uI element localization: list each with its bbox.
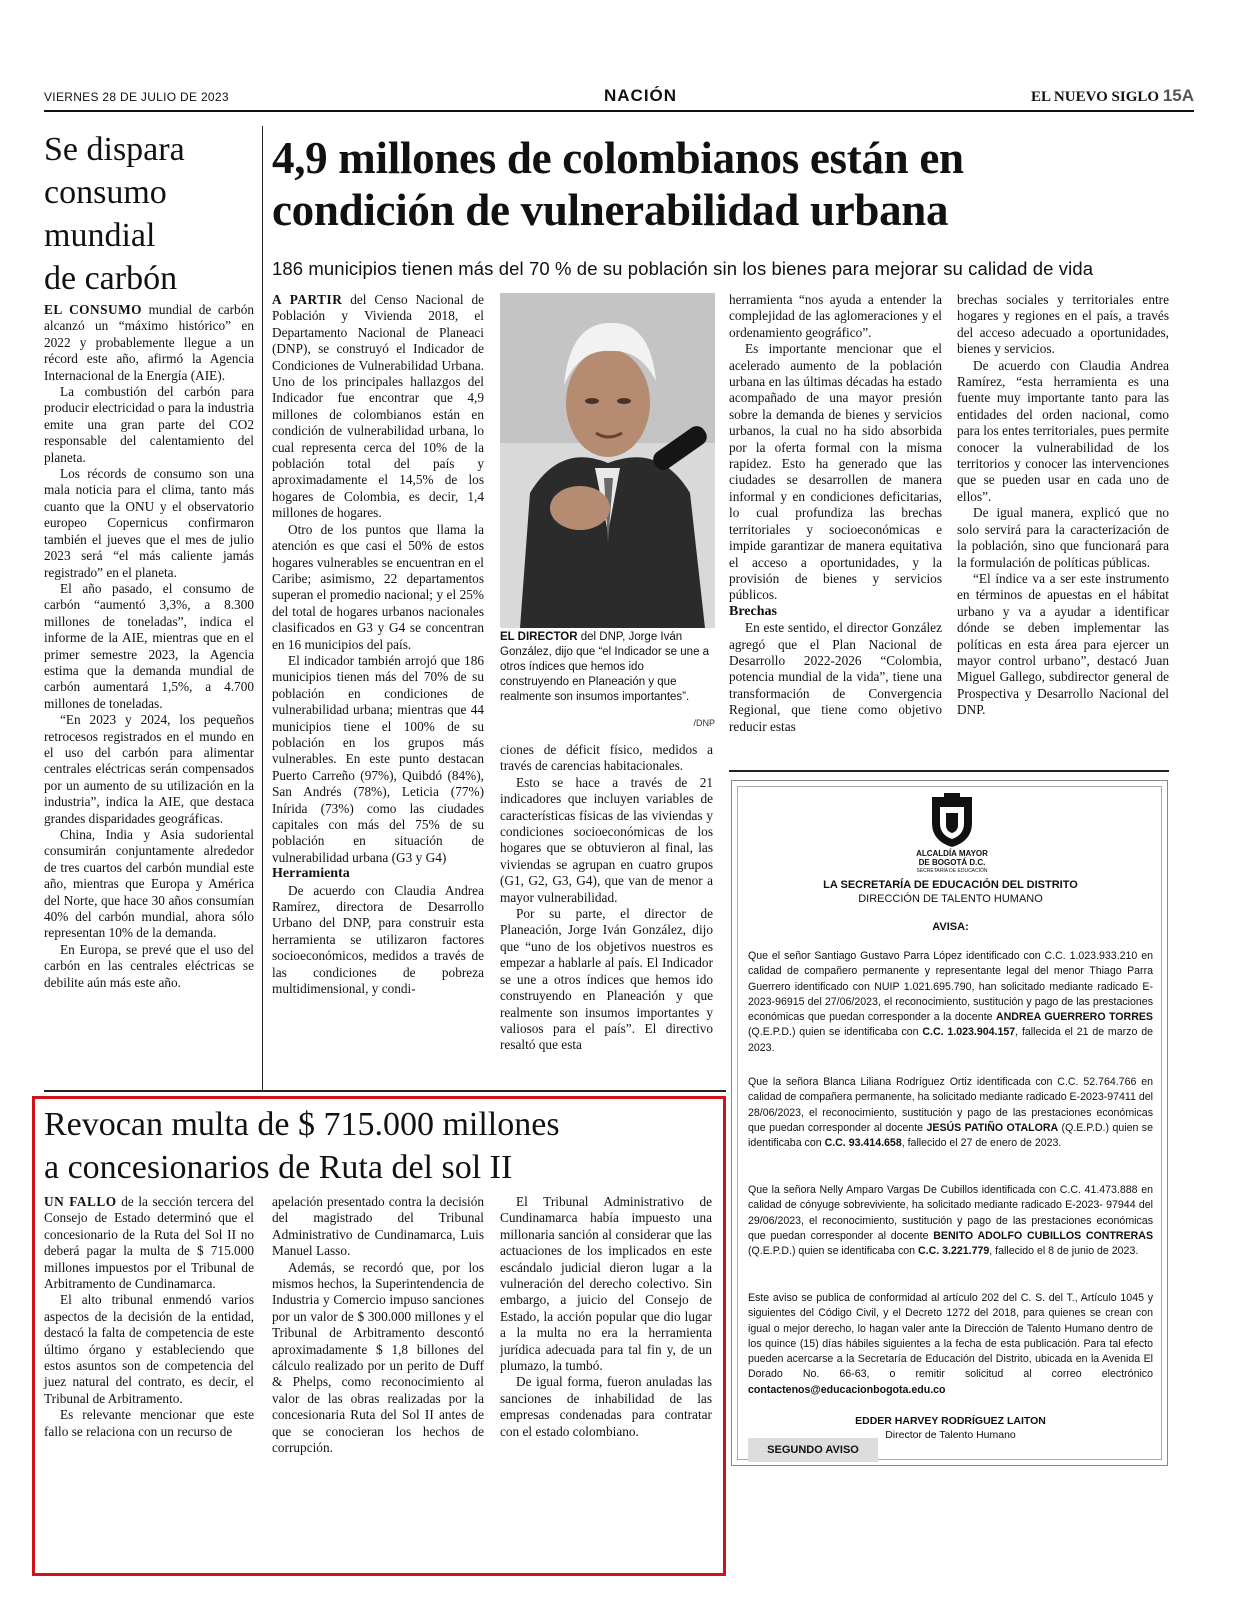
header-brand <box>1031 86 1194 106</box>
subheading: Brechas <box>729 603 777 619</box>
paragraph: La combustión del carbón para producir electricidad o para la industria emite una gran parte del CO2 responsable del calentamiento del planeta. <box>44 384 254 465</box>
bogota-coat-of-arms-icon <box>922 791 982 851</box>
paragraph: apelación presentado contra la decisión del magistrado del Tribunal Administrativo de Cundinamarca, Luis Manuel Lasso. <box>272 1194 484 1259</box>
legal-notice <box>731 780 1168 1466</box>
ruta-article-title <box>44 1103 724 1189</box>
article-photo <box>500 293 715 628</box>
title-line: condición de vulnerabilidad urbana <box>272 185 949 235</box>
brand-name: EL NUEVO SIGLO <box>1030 89 1160 105</box>
subheading: Herramienta <box>272 866 350 882</box>
paragraph: En Europa, se prevé que el uso del carbón en las centrales eléctricas se debilite aún más este año. <box>44 941 254 990</box>
main-article-title <box>272 132 1192 236</box>
ruta-article-col3 <box>500 1194 712 1440</box>
notice-id: C.C. 93.414.658 <box>824 1137 902 1150</box>
paragraph: El alto tribunal enmendó varios aspectos de la decisión de la entidad, destacó la falta de competencia de este último órgano y estableciendo que estos asuntos son de competencia del juez natural del contrato, es decir, el Tribunal de Arbitramento. <box>44 1292 254 1406</box>
notice-name: ANDREA GUERRERO TORRES <box>995 1011 1153 1024</box>
section-divider <box>729 770 1169 772</box>
paragraph <box>44 1194 254 1292</box>
paragraph: En este sentido, el director González agregó que el Plan Nacional de Desarrollo 2022-2026 “Colombia, potencia mundial de la vida”, tiene una transformación de Convergencia Regional, que tiene como objetivo reducir estas <box>729 620 942 734</box>
title-line: de carbón <box>44 260 178 297</box>
notice-text: Que la señora Nelly Amparo Vargas De Cubillos identificada con C.C. 41.473.888 en calidad de cónyuge sobreviviente, ha solicitado mediante radicado E-2023- 97944 del 29/06/2023, el reconocimiento, sustitución y pago de las prestaciones económicas que puedan corresponder al docente <box>748 1184 1153 1242</box>
paragraph: Esto se hace a través de 21 indicadores que incluyen variables de características físicas de las viviendas y condiciones socioeconómicas de los hogares que se obtuvieron al final, las viviendas se agrupan en cuatro grupos (G1, G2, G3, G4), que van de menor a mayor vulnerabilidad. <box>500 774 713 905</box>
notice-paragraph <box>748 1183 1153 1259</box>
main-article-col2 <box>500 742 713 1054</box>
notice-text: , fallecido el 8 de junio de 2023. <box>989 1245 1139 1258</box>
notice-dept: DIRECCIÓN DE TALENTO HUMANO <box>858 893 1043 905</box>
paragraph: El año pasado, el consumo de carbón “aumentó 3,3%, a 8.300 millones de toneladas”, indica el informe de la AIE, mientras que en el primer semestre 2023, la Agencia estima que la demanda mundial de carbón aumentará 1,5%, a 4.700 millones de toneladas. <box>44 580 254 711</box>
logo-line: ALCALDÍA MAYOR <box>916 849 988 858</box>
lead-cap: EL CONSUMO <box>44 302 143 317</box>
paragraph: brechas sociales y territoriales entre hogares y regiones en el país, a través del acceso adecuado a oportunidades, bienes y servicios. <box>957 292 1169 357</box>
photo-caption <box>500 630 715 705</box>
notice-paragraph <box>748 949 1153 1056</box>
notice-email: contactenos@educacionbogota.edu.co <box>748 1383 946 1396</box>
paragraph: Además, se recordó que, por los mismos hechos, la Superintendencia de Industria y Comercio impuso sanciones por un valor de $ 300.000 millones y el Tribunal de Arbitramento descontó aproximadamente $ 1,8 billones del cálculo realizado por un perito de Duff & Phelps, como reconocimiento al valor de las obras realizadas por la concesionaria Ruta del Sol II antes de que se conocieran los hechos de corrupción. <box>272 1259 484 1456</box>
paragraph: “En 2023 y 2024, los pequeños retrocesos registrados en el mundo en el uso del carbón para alimentar centrales eléctricas serán compensados por un aumento de su utilización en la industria”, indica la AIE, que destaca grandes disparidades geográficas. <box>44 712 254 826</box>
notice-text: , fallecida el 21 de marzo de 2023. <box>748 1026 1153 1054</box>
paragraph: herramienta “nos ayuda a entender la complejidad de las aglomeraciones y el ordenamiento geográfico”. <box>729 292 942 340</box>
paragraph: De acuerdo con Claudia Andrea Ramírez, directora de Desarrollo Urbano del DNP, para construir esta herramienta se utilizaron factores socioeconómicos, medidos a través de las condiciones de pobreza multidimensional, y condi- <box>272 882 484 997</box>
title-line: consumo <box>44 174 167 211</box>
paragraph: “El índice va a ser este instrumento en términos de apuestas en el hábitat urbano y va a ayudar a identificar dónde se deben implementar las políticas en esta área para ejercer un mayor control urbano”, destacó Juan Miguel Gallego, subdirector general de Prospectiva y Desarrollo Nacional del DNP. <box>957 570 1169 718</box>
paragraph: Por su parte, el director de Planeación, Jorge Iván González, dijo que “uno de los objetivos nuestros es empezar a hablarle al país. El Indicador se une a otros índices que hemos ido construyendo en Planeación y que realmente son insumos importantes y valiosos para el país”. El directivo resaltó que esta <box>500 906 713 1053</box>
paragraph: De igual manera, explicó que no solo servirá para la caracterización de la población, sino que funcionará para la formulación de políticas públicas. <box>957 505 1169 570</box>
paragraph: El Tribunal Administrativo de Cundinamarca había impuesto una millonaria sanción al considerar que las actuaciones de los implicados en este escándalo judicial dieron lugar a la vulneración del derecho colectivo. Sin embargo, a juicio del Consejo de Estado, la acción popular que dio lugar a la multa no era la herramienta jurídica adecuada para tal fin y, de un plumazo, la tumbó. <box>500 1194 712 1374</box>
paragraph-text: del Censo Nacional de Población y Vivienda 2018, el Departamento Nacional de Planeaci (DNP), se construyó el Indicador de Condiciones de Vulnerabilidad Urbana. Uno de los principales hallazgos del Indicador fue encontrar que 4,9 millones de colombianos están en condición de vulnerabilidad urbana, lo cual representa cerca del 10% de la población total del país y aproximadamente el 14,5% de los hogares de Colombia, es decir, 1,4 millones de hogares. <box>272 292 485 521</box>
paragraph: Los récords de consumo son una mala noticia para el clima, tanto más cuanto que la ONU y el observatorio europeo Copernicus confirmaron también el jueves que el mes de julio 2023 será “el más caliente jamás registrado” en el planeta. <box>44 466 254 580</box>
notice-text: Que el señor Santiago Gustavo Parra López identificado con C.C. 1.023.933.210 en calidad de compañero permanente y representante legal del menor Thiago Parra Guerrero identificado con NUIP 1.021.695.790, han solicitado mediante radicado E-2023-96915 del 27/06/2023, el reconocimiento, sustitución y pago de las prestaciones económicas que puedan corresponder a la docente <box>748 950 1153 1024</box>
page-number: 15A <box>1162 86 1194 105</box>
paragraph-text: de la sección tercera del Consejo de Estado determinó que el concesionario de la Ruta del Sol II no deberá pagar la multa de $ 715.000 millones impuestos por el Tribunal de Arbitramento de Cundinamarca. <box>44 1194 254 1292</box>
notice-text: Que la señora Blanca Liliana Rodríguez Ortiz identificada con C.C. 52.764.766 en calidad de compañera permanente, ha solicitado mediante radicado E-2023-97411 del 28/06/2023, el reconocimiento, sustitución y pago de las prestaciones económicas que puedan corresponder al docente <box>748 1076 1153 1134</box>
paragraph: El indicador también arrojó que 186 municipios tienen más del 70% de su población en condiciones de vulnerabilidad urbana; mientras que 44 municipios tiene el 100% de su población en los grupos más vulnerables. En este punto destacan Puerto Carreño (97%), Quibdó (84%), San Andrés (78%), Leticia (77%) Inírida (73%) como las ciudades capitales con más del 75% de su población en situación de vulnerabilidad urbana (G3 y G4) <box>272 652 484 865</box>
caption-text: del DNP, Jorge Iván González, dijo que “el Indicador se une a otros índices que hemos ido construyendo en Planeación y que realmente son insumos importantes”. <box>500 631 710 703</box>
main-article-col1 <box>272 292 484 997</box>
title-line: 4,9 millones de colombianos están en <box>272 133 964 183</box>
side-article-title <box>44 128 259 300</box>
page-header <box>44 86 1194 112</box>
title-line: mundial <box>44 217 156 254</box>
main-article-deck: 186 municipios tienen más del 70 % de su población sin los bienes para mejorar su calidad de vida <box>272 258 1094 279</box>
notice-org: LA SECRETARÍA DE EDUCACIÓN DEL DISTRITO <box>823 879 1078 891</box>
notice-text: Este aviso se publica de conformidad al artículo 202 del C. S. del T., Artículo 1045 y siguientes del Código Civil, y el Decreto 1272 del 2018, para quienes se crean con igual o mejor derecho, lo hagan valer ante la Dirección de Talento Humano dentro de los quince (15) días hábiles siguientes a la fecha de esta publicación. Para tal efecto pueden acercarse a la Secretaría de Educación del Distrito, ubicada en la Avenida El Dorado No. 66-63, o remitir solicitud al correo electrónico <box>748 1292 1153 1381</box>
notice-paragraph <box>748 1291 1153 1398</box>
notice-text: (Q.E.P.D.) quien se identificaba con <box>748 1121 1153 1150</box>
photo-illustration <box>500 293 715 628</box>
logo-line: SECRETARÍA DE EDUCACIÓN <box>916 868 988 874</box>
ruta-article-col2 <box>272 1194 484 1457</box>
logo-text <box>872 849 1032 876</box>
notice-id: C.C. 1.023.904.157 <box>922 1026 1016 1039</box>
header-section: NACIÓN <box>604 86 678 105</box>
title-line: Revocan multa de $ 715.000 millones <box>44 1106 560 1143</box>
title-line: Se dispara <box>44 131 185 168</box>
photo-credit: /DNP <box>693 718 715 728</box>
paragraph: De igual forma, fueron anuladas las sanciones de inhabilidad de las empresas condenadas para contratar con el estado colombiano. <box>500 1374 712 1439</box>
logo-line: DE BOGOTÁ D.C. <box>918 858 986 867</box>
paragraph: De acuerdo con Claudia Andrea Ramírez, “esta herramienta es una fuente muy importante tanto para las entidades del orden nacional, como para los entes territoriales, pues permite conocer la vulnerabilidad de los territorios y conocer las intervenciones que se pueden usar en cada uno de ellos”. <box>957 357 1169 504</box>
paragraph <box>44 302 254 384</box>
ruta-article-col1 <box>44 1194 254 1440</box>
caption-cap: EL DIRECTOR <box>500 631 578 643</box>
section-divider <box>44 1090 726 1092</box>
column-divider <box>262 126 263 1090</box>
title-line: a concesionarios de Ruta del sol II <box>44 1149 513 1186</box>
paragraph: ciones de déficit físico, medidos a través de carencias habitacionales. <box>500 742 713 774</box>
paragraph: Es relevante mencionar que este fallo se relaciona con un recurso de <box>44 1407 254 1439</box>
paragraph-text: mundial de carbón alcanzó un “máximo histórico” en 2022 y probablemente llegue a un récord este año, afirmó la Agencia Internacional de la Energía (AIE). <box>44 302 254 383</box>
notice-avisa: AVISA: <box>932 921 969 933</box>
paragraph <box>272 292 484 522</box>
main-article-col3 <box>729 292 942 735</box>
notice-badge: SEGUNDO AVISO <box>748 1438 878 1462</box>
notice-signer-role: Director de Talento Humano <box>885 1429 1016 1441</box>
notice-text: , fallecido el 27 de enero de 2023. <box>901 1137 1062 1150</box>
lead-cap: UN FALLO <box>44 1194 117 1209</box>
paragraph: China, India y Asia sudoriental consumirán conjuntamente alrededor de tres cuartos del carbón mundial este año, mientras que Europa y América del Norte, que hace 30 años consumían 40% del carbón mundial, ahora sólo representan 10% de la demanda. <box>44 827 254 941</box>
notice-text: (Q.E.P.D.) quien se identificaba con <box>748 1026 923 1039</box>
notice-name: JESÚS PATIÑO OTALORA <box>926 1121 1059 1134</box>
header-date: VIERNES 28 DE JULIO DE 2023 <box>44 90 229 104</box>
notice-name: BENITO ADOLFO CUBILLOS CONTRERAS <box>933 1229 1154 1242</box>
lead-cap: A PARTIR <box>272 292 343 307</box>
notice-id: C.C. 3.221.779 <box>918 1245 990 1258</box>
notice-signer: EDDER HARVEY RODRÍGUEZ LAITON <box>855 1415 1046 1427</box>
main-article-col4 <box>957 292 1169 719</box>
paragraph: Es importante mencionar que el acelerado aumento de la población urbana en las últimas décadas ha estado acompañado de una mayor presión sobre la demanda de bienes y servicios urbanos, la cual no ha sido absorbida por la oferta formal con la misma rapidez. Esto ha generado que las ciudades se desarrollen de manera informal y en condiciones deficitarias, lo cual profundiza las brechas territoriales y socioeconómicas e impide garantizar de manera equitativa el acceso a oportunidades, y la provisión de bienes y servicios públicos. <box>729 341 942 603</box>
side-article-body <box>44 302 254 991</box>
paragraph: Otro de los puntos que llama la atención es que casi el 50% de estos hogares vulnerables se encuentran en el Caribe; asimismo, 22 departamentos superan el promedio nacional; y el 25% del total de hogares urbanos nacionales clasificados en G3 y G4 se concentran en 16 municipios del país. <box>272 521 484 652</box>
notice-paragraph <box>748 1075 1153 1151</box>
notice-text: (Q.E.P.D.) quien se identificaba con <box>748 1245 918 1258</box>
